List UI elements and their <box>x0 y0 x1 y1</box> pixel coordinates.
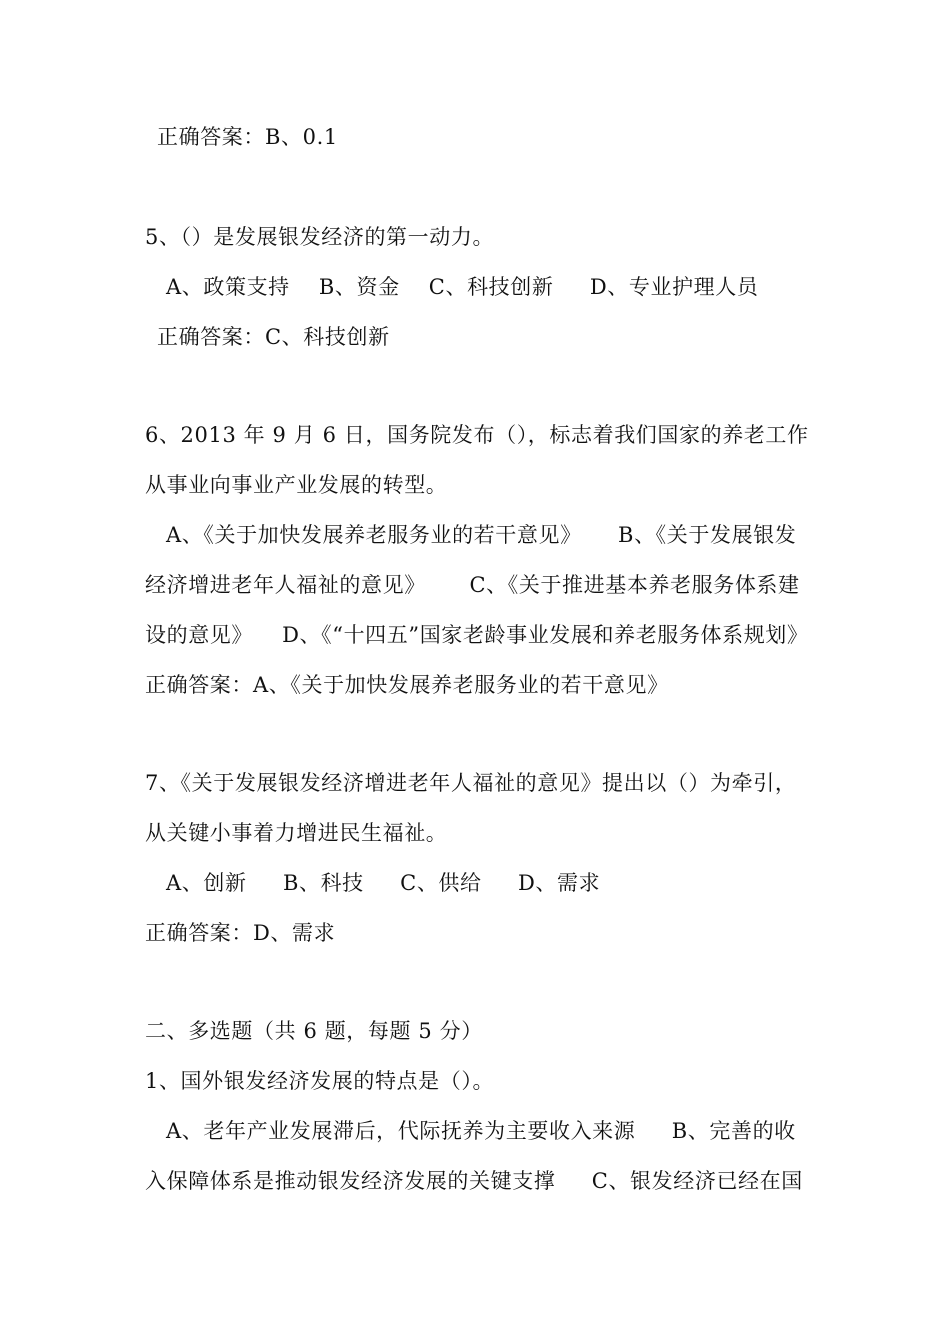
q6-answer: 正确答案：A、《关于加快发展养老服务业的若干意见》 <box>145 673 669 697</box>
q7-question-line-1: 7、《关于发展银发经济增进老年人福祉的意见》提出以（）为牵引， <box>145 771 797 795</box>
s2-q1-question: 1、国外银发经济发展的特点是（）。 <box>145 1069 495 1093</box>
q6-option-line-1: A、《关于加快发展养老服务业的若干意见》 B、《关于发展银发 <box>166 523 797 547</box>
q6-question-line-1: 6、2013 年 9 月 6 日，国务院发布（），标志着我们国家的养老工作 <box>145 423 809 447</box>
section2-heading: 二、多选题（共 6 题，每题 5 分） <box>145 1019 483 1043</box>
q4-answer: 正确答案：B、0.1 <box>157 125 338 149</box>
q7-answer: 正确答案：D、需求 <box>145 921 336 945</box>
q6-option-line-3: 设的意见》 D、《“十四五”国家老龄事业发展和养老服务体系规划》 <box>145 623 809 647</box>
q6-question-line-2: 从事业向事业产业发展的转型。 <box>145 473 448 497</box>
q5-question: 5、（）是发展银发经济的第一动力。 <box>145 225 495 249</box>
s2-q1-option-line-1: A、老年产业发展滞后，代际抚养为主要收入来源 B、完善的收 <box>166 1119 796 1143</box>
s2-q1-option-line-2: 入保障体系是推动银发经济发展的关键支撑 C、银发经济已经在国 <box>145 1169 803 1193</box>
q7-question-line-2: 从关键小事着力增进民生福祉。 <box>145 821 448 845</box>
q5-options: A、政策支持 B、资金 C、科技创新 D、专业护理人员 <box>166 275 759 299</box>
q5-answer: 正确答案：C、科技创新 <box>157 325 390 349</box>
q7-options: A、创新 B、科技 C、供给 D、需求 <box>166 871 601 895</box>
q6-option-line-2: 经济增进老年人福祉的意见》 C、《关于推进基本养老服务体系建 <box>145 573 800 597</box>
